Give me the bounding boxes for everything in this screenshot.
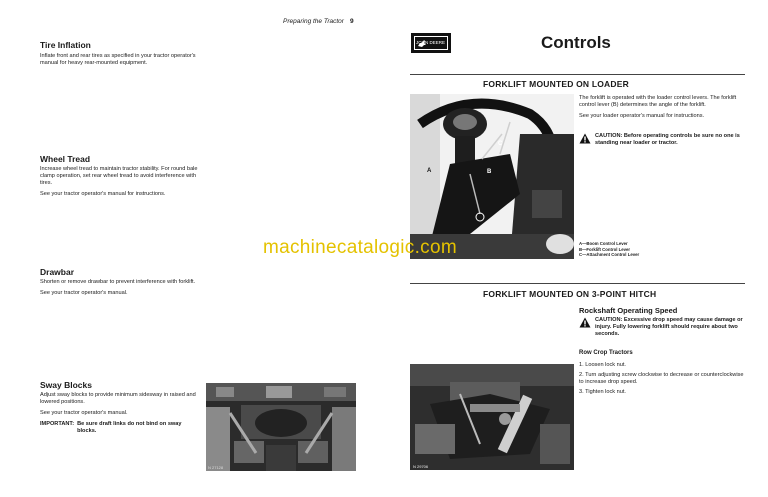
- callout-b: B: [487, 169, 492, 175]
- drawbar-p2: See your tractor operator's manual.: [40, 290, 128, 296]
- section-rule-2: [410, 283, 745, 284]
- legend-c: C—Attachment Control Lever: [579, 252, 640, 257]
- caution-loader-text: CAUTION: Before operating controls be sure no one is standing near loader or tractor.: [595, 133, 740, 146]
- callout-a: A: [427, 168, 432, 174]
- rockshaft-speed-heading: Rockshaft Operating Speed: [579, 306, 678, 315]
- loader-controls-illustration: [410, 94, 574, 259]
- legend-b: B—Forklift Control Lever: [579, 246, 631, 252]
- wheel-tread-p2: See your tractor operator's manual for instructions.: [40, 191, 166, 197]
- caution-hitch-text: CAUTION: Excessive drop speed may cause damage or injury. Fully lowering forklift should require about two seconds.: [595, 317, 743, 337]
- important-label: IMPORTANT:: [40, 421, 75, 427]
- wheel-tread-heading: Wheel Tread: [40, 154, 91, 164]
- sway-blocks-heading: Sway Blocks: [40, 380, 92, 390]
- drawbar-p1: Shorten or remove drawbar to prevent interference with forklift.: [40, 279, 196, 285]
- hitch-photo: [410, 364, 574, 470]
- tire-inflation-heading: Tire Inflation: [40, 40, 91, 50]
- adjust-steps: [579, 362, 745, 399]
- forklift-loader-body: [579, 95, 745, 124]
- sway-blocks-p1: Adjust sway blocks to provide minimum sidesway in raised and lowered positions.: [40, 392, 196, 405]
- row-crop-heading: Row Crop Tractors: [579, 350, 633, 356]
- callout-c: C: [498, 141, 503, 147]
- step-3: 3. Tighten lock nut.: [579, 389, 626, 395]
- logo-text: JOHN DEERE: [415, 40, 445, 45]
- section-rule-1: [410, 74, 745, 75]
- forklift-loader-p1: The forklift is operated with the loader control levers. The forklift control lever (B) determines the angle of the forklift.: [579, 95, 737, 108]
- sway-blocks-figure-id: N 27128: [208, 465, 224, 470]
- caution-loader: [579, 133, 745, 147]
- legend-a: A—Boom Control Lever: [579, 241, 628, 246]
- john-deere-logo: [411, 33, 451, 53]
- hitch-figure-id: N 29706: [413, 464, 429, 469]
- sway-blocks-photo: [206, 383, 356, 471]
- running-header: [283, 18, 354, 25]
- tire-inflation-p1: Inflate front and rear tires as specified in your tractor operator's manual for heavy rear-mounted equipment.: [40, 53, 196, 66]
- forklift-loader-p2: See your loader operator's manual for instructions.: [579, 113, 705, 119]
- important-text: Be sure draft links do not bind on sway blocks.: [77, 421, 182, 434]
- loader-legend: [579, 241, 699, 258]
- page-title: Controls: [541, 33, 611, 52]
- page-number: 9: [349, 18, 354, 25]
- step-2: 2. Turn adjusting screw clockwise to decrease or counterclockwise to increase drop speed.: [579, 372, 744, 385]
- sway-blocks-p2: See your tractor operator's manual.: [40, 410, 128, 416]
- drawbar-heading: Drawbar: [40, 267, 75, 277]
- wheel-tread-p1: Increase wheel tread to maintain tractor stability. For round bale clamp operation, set rear wheel tread to avoid interference with tires.: [40, 166, 198, 186]
- deer-icon: [417, 39, 427, 48]
- forklift-hitch-title: FORKLIFT MOUNTED ON 3-POINT HITCH: [483, 289, 657, 299]
- hitch-illustration: [410, 364, 574, 470]
- warning-triangle-icon: [579, 317, 591, 328]
- caution-hitch: [579, 317, 745, 338]
- sway-blocks-illustration: [206, 383, 356, 471]
- logo-frame: [414, 36, 448, 50]
- step-1: 1. Loosen lock nut.: [579, 362, 626, 368]
- important-note: [40, 421, 202, 435]
- sway-blocks-body: [40, 392, 202, 435]
- drawbar-body: [40, 279, 202, 301]
- forklift-loader-title: FORKLIFT MOUNTED ON LOADER: [483, 79, 629, 89]
- loader-controls-photo: [410, 94, 574, 259]
- wheel-tread-body: [40, 166, 202, 202]
- tire-inflation-body: [40, 53, 200, 71]
- running-title: Preparing the Tractor: [283, 18, 344, 25]
- watermark: machinecatalogic.com: [263, 237, 457, 258]
- warning-triangle-icon: [579, 133, 591, 144]
